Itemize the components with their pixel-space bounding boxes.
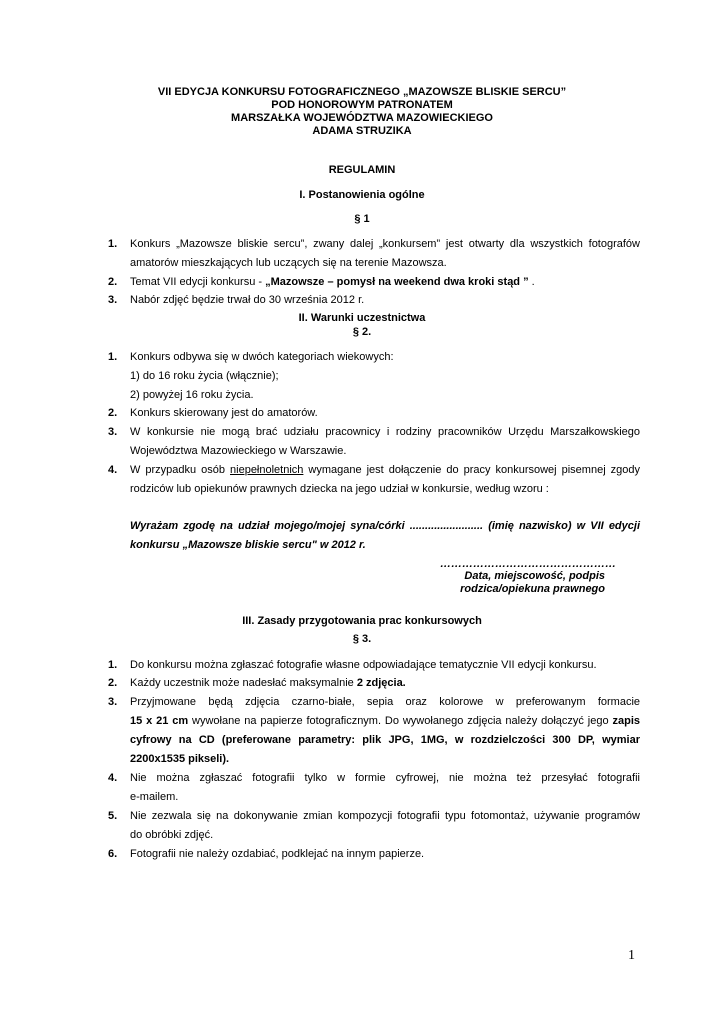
- text-run: wymagane jest dołączenie do pracy konkursowej pisemnej zgody: [303, 464, 641, 476]
- underlined-term: niepełnoletnich: [230, 464, 304, 476]
- list-item-text: Konkurs skierowany jest do amatorów.: [130, 407, 318, 419]
- bold-run: 15 x 21 cm: [130, 715, 189, 727]
- list-number: 2.: [108, 276, 118, 288]
- theme-suffix: .: [528, 276, 535, 288]
- list-item-text: amatorów mieszkających lub uczących się na terenie Mazowsza.: [130, 257, 447, 269]
- sub-item: 2) powyżej 16 roku życia.: [130, 389, 254, 401]
- list-number: 1.: [108, 238, 118, 250]
- text-run: Każdy uczestnik może nadesłać maksymalnie: [130, 677, 357, 689]
- list-item-text: Nie zezwala się na dokonywanie zmian kompozycji fotografii typu fotomontaż, używanie programów: [130, 810, 640, 822]
- list-item-text: Fotografii nie należy ozdabiać, podklejać na innym papierze.: [130, 848, 425, 860]
- list-number: 6.: [108, 848, 118, 860]
- text-run: W przypadku osób: [130, 464, 231, 476]
- section-1-paragraph: § 1: [354, 213, 370, 225]
- bold-run: zapis: [612, 715, 640, 727]
- list-item-text: e-mailem.: [130, 791, 179, 803]
- consent-line-1: Wyrażam zgodę na udział mojego/mojej syna/córki ........................ (imię nazwisko) w VII edycji: [130, 520, 640, 532]
- list-item-text: Przyjmowane będą zdjęcia czarno-białe, sepia oraz kolorowe w preferowanym formacie: [130, 696, 640, 708]
- section-2-title: II. Warunki uczestnictwa: [298, 312, 426, 324]
- list-item-text: [130, 464, 640, 476]
- theme-prefix: Temat VII edycji konkursu -: [130, 276, 266, 288]
- document-title: REGULAMIN: [328, 164, 396, 176]
- header-line-4: ADAMA STRUZIKA: [312, 125, 412, 137]
- list-item-text: rodziców lub opiekunów prawnych dziecka na jego udział w konkursie, według wzoru :: [130, 483, 549, 495]
- list-item-text: [130, 715, 640, 727]
- list-number: 5.: [108, 810, 118, 822]
- section-3-title: III. Zasady przygotowania prac konkursowych: [242, 615, 482, 627]
- list-item-text: Nabór zdjęć będzie trwał do 30 września 2012 r.: [130, 294, 365, 306]
- section-1-title: I. Postanowienia ogólne: [299, 189, 425, 201]
- section-2-paragraph: § 2.: [352, 326, 372, 338]
- list-number: 4.: [108, 772, 118, 784]
- list-item-theme: [130, 276, 640, 288]
- list-number: 1.: [108, 351, 118, 363]
- header-line-3: MARSZAŁKA WOJEWÓDZTWA MAZOWIECKIEGO: [231, 112, 493, 124]
- list-item-text: [130, 677, 640, 689]
- list-item-text: Województwa Mazowieckiego w Warszawie.: [130, 445, 347, 457]
- list-item-text: 2200x1535 pikseli).: [130, 753, 230, 765]
- theme-title: „Mazowsze – pomysł na weekend dwa kroki stąd ”: [265, 276, 529, 288]
- list-number: 3.: [108, 426, 118, 438]
- list-number: 3.: [108, 696, 118, 708]
- list-number: 3.: [108, 294, 118, 306]
- list-item-text: Konkurs odbywa się w dwóch kategoriach wiekowych:: [130, 351, 394, 363]
- signature-label-2: rodzica/opiekuna prawnego: [460, 583, 605, 595]
- page-number: 1: [628, 948, 635, 963]
- consent-line-2: konkursu „Mazowsze bliskie sercu" w 2012 r.: [130, 539, 366, 551]
- bold-run: 2 zdjęcia.: [356, 677, 406, 689]
- list-item-text: Konkurs „Mazowsze bliskie sercu”, zwany dalej „konkursem” jest otwarty dla wszystkich fotografów: [130, 238, 640, 250]
- text-run: wywołane na papierze fotograficznym. Do wywołanego zdjęcia należy dołączyć jego: [188, 715, 613, 727]
- list-number: 2.: [108, 677, 118, 689]
- header-line-2: POD HONOROWYM PATRONATEM: [271, 99, 453, 111]
- list-item-text: W konkursie nie mogą brać udziału pracownicy i rodziny pracowników Urzędu Marszałkowskiego: [130, 426, 640, 438]
- list-item-text: Nie można zgłaszać fotografii tylko w formie cyfrowej, nie można też przesyłać fotografii: [130, 772, 640, 784]
- signature-label-1: Data, miejscowość, podpis: [464, 570, 605, 582]
- header-line-1: VII EDYCJA KONKURSU FOTOGRAFICZNEGO „MAZOWSZE BLISKIE SERCU”: [157, 86, 567, 98]
- list-number: 2.: [108, 407, 118, 419]
- list-number: 1.: [108, 659, 118, 671]
- signature-dots: …………………………………………: [440, 558, 616, 570]
- list-item-text: Do konkursu można zgłaszać fotografie własne odpowiadające tematycznie VII edycji konkursu.: [130, 659, 597, 671]
- sub-item: 1) do 16 roku życia (włącznie);: [130, 370, 279, 382]
- section-3-paragraph: § 3.: [352, 633, 372, 645]
- list-item-text: cyfrowy na CD (preferowane parametry: plik JPG, 1MG, w rozdzielczości 300 DP, wymiar: [130, 734, 640, 746]
- list-item-text: do obróbki zdjęć.: [130, 829, 214, 841]
- list-number: 4.: [108, 464, 118, 476]
